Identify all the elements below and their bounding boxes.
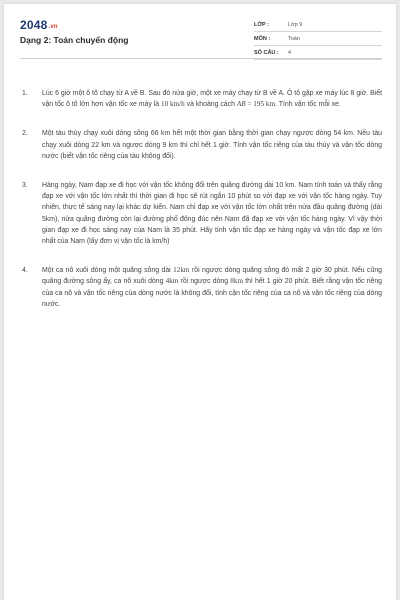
math-expression: 10 km/h [160,100,185,109]
meta-value-question-count: 4 [288,49,292,56]
worksheet-page [4,4,396,600]
question-text [42,88,382,110]
math-expression: AB [236,100,246,109]
question-number: 2. [22,130,28,138]
question-text-part: . Tính vận tốc mỗi xe. [275,101,341,109]
question-text-part: thì hết 1 giờ 20 phút. Biết rằng vận tốc riêng của ca nô và vận tốc riêng của dòng nước là không đổi, tính cận tốc riêng của ca nô và vận tốc riêng của dòng nước. [42,278,383,308]
meta-row-subject [254,32,382,46]
question-item [22,88,384,110]
question-text-part: Một ca nô xuôi dòng một quãng sông dài [42,267,174,275]
meta-value-grade: Lớp 9 [288,21,303,28]
math-expression: 8km [230,277,244,286]
question-text-part: Lúc 6 giờ một ô tô chạy từ A về B. Sau đó nửa giờ, một xe máy chạy từ B về A. Ô tô gặp xe máy lúc 8 giờ. Biết vận tốc ô tô lớn hơn vận tốc xe máy là [42,90,382,109]
worksheet-meta [254,18,382,60]
meta-label-question-count: SỐ CÂU : [254,49,279,56]
meta-value-subject: Toán [288,35,300,42]
worksheet-title: Dạng 2: Toán chuyển động [20,35,129,45]
question-text: Hàng ngày, Nam đạp xe đi học với vận tốc không đổi trên quãng đường dài 10 km. Nam tính toán và thấy rằng đạp xe với vận tốc lớn nhất thì thời gian đi học sẽ rút ngắn 10 phút so với đạp xe với vận tốc hàng ngày. Tuy nhiên, thực tế sáng nay lại khác dự kiến. Nam chỉ đạp xe với vận tốc lớn nhất trên nửa đầu quãng đường (dài 5km), nửa quãng đường còn lại đường phố đông đúc nên Nam đã đạp xe với vận tốc hàng ngày. Vì vậy thời gian đạp xe đi học sáng nay của Nam là 35 phút. Hãy tính vận tốc đạp xe hàng ngày và vận tốc đạp xe lớn nhất của Nam (lấy đơn vị vận tốc là km/h) [42,182,382,246]
question-number: 4. [22,267,28,275]
question-text-part: rồi ngược dòng quãng sông đó mất 2 giờ 30 phút. Nếu cũng quãng đường sông ấy, ca nô xuôi dòng [42,267,382,286]
question-text: Một tàu thủy chạy xuôi dòng sông 66 km hết một thời gian bằng thời gian chạy ngược dòng 54 km. Nếu tàu chạy xuôi dòng 22 km và ngược dòng 9 km thì chỉ hết 1 giờ. Tính vận tốc riêng của tàu thủy và vận tốc dòng nước (biết vận tốc riêng của tàu không đổi). [42,130,382,160]
question-text [42,265,382,310]
math-expression: 12km [173,266,190,275]
site-logo[interactable] [20,18,58,32]
question-item [22,180,384,247]
math-expression: 4km [165,277,179,286]
math-expression: = 195 km [245,100,276,109]
meta-row-grade [254,18,382,32]
question-item [22,265,384,310]
question-item [22,128,384,162]
question-list [22,88,384,328]
logo-text: 2048 [20,18,48,32]
question-number: 3. [22,182,28,190]
meta-label-subject: MÔN : [254,35,271,42]
header-divider [20,58,382,59]
question-text-part: và khoảng cách [184,101,237,109]
meta-label-grade: LỚP : [254,21,269,28]
logo-domain: .vn [48,24,58,30]
question-number: 1. [22,90,28,97]
question-text-part: rồi ngược dòng [178,278,231,286]
